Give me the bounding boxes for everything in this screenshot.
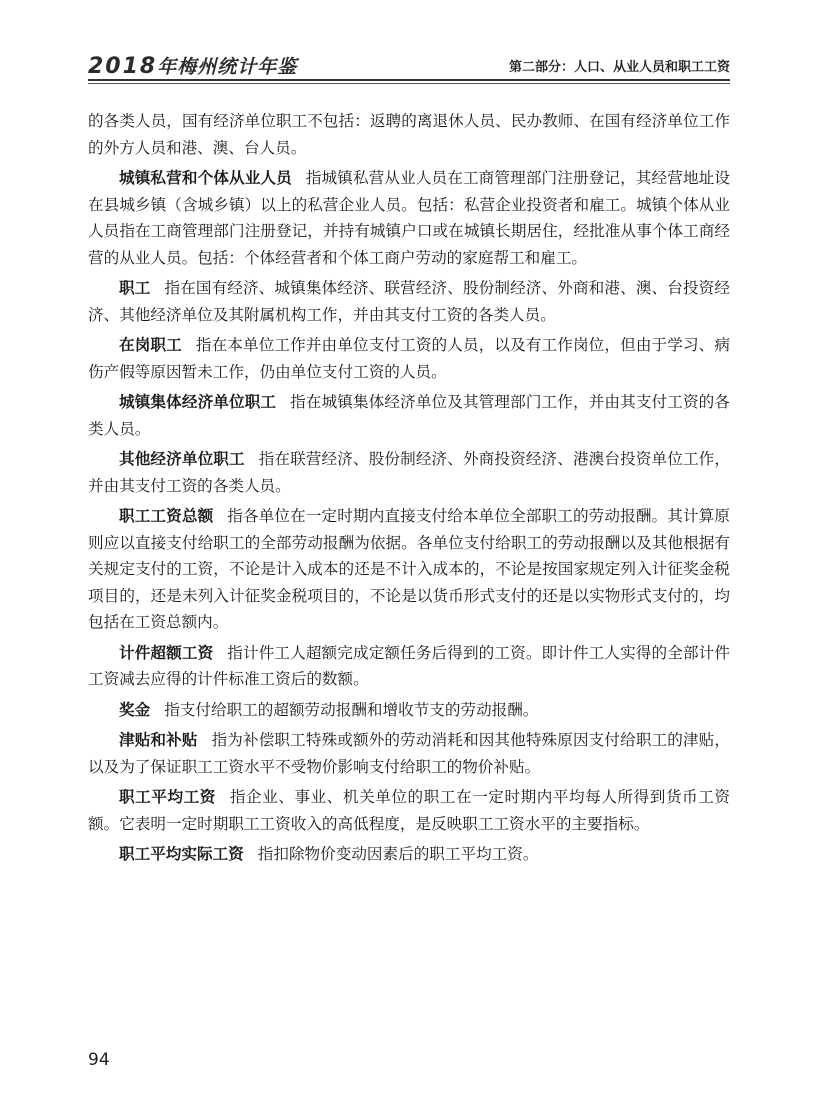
definition-paragraph	[88, 275, 730, 328]
definition-text: 指支付给职工的超额劳动报酬和增收节支的劳动报酬。	[164, 700, 539, 719]
definition-term: 其他经济单位职工	[119, 450, 245, 468]
definition-term: 奖金	[119, 700, 151, 719]
definition-paragraph	[88, 389, 730, 442]
yearbook-title	[88, 52, 297, 79]
yearbook-year: 2018	[88, 54, 158, 79]
header-rule-thin	[88, 83, 730, 84]
definition-paragraph	[88, 727, 730, 780]
yearbook-name: 年梅州统计年鉴	[157, 56, 298, 78]
definition-paragraph	[88, 165, 730, 271]
section-title: 第二部分：人口、从业人员和职工工资	[508, 60, 730, 75]
definition-paragraph	[88, 697, 730, 724]
definition-paragraph	[88, 784, 730, 837]
definition-term: 职工工资总额	[119, 507, 214, 525]
body-text	[88, 108, 730, 872]
continuation-paragraph: 的各类人员，国有经济单位职工不包括：返聘的离退休人员、民办教师、在国有经济单位工作的外方人员和港、澳、台人员。	[88, 112, 730, 157]
definition-text: 指企业、事业、机关单位的职工在一定时期内平均每人所得到货币工资额。它表明一定时期职工工资收入的高低程度，是反映职工工资水平的主要指标。	[88, 788, 730, 833]
definition-text: 指城镇私营从业人员在工商管理部门注册登记，其经营地址设在县城乡镇（含城乡镇）以上的私营企业人员。包括：私营企业投资者和雇工。城镇个体从业人员指在工商管理部门注册登记，并持有城镇户口或在城镇长期居住，经批准从事个体工商经营的从业人员。包括：个体经营者和个体工商户劳动的家庭帮工和雇工。	[88, 169, 730, 267]
definition-paragraph	[88, 503, 730, 636]
definition-term: 职工平均实际工资	[119, 845, 244, 863]
definition-paragraph	[88, 332, 730, 385]
definition-paragraph	[88, 640, 730, 693]
definition-paragraph	[88, 841, 730, 868]
definition-text: 指在联营经济、股份制经济、外商投资经济、港澳台投资单位工作，并由其支付工资的各类人员。	[88, 450, 730, 495]
definition-term: 计件超额工资	[119, 643, 214, 662]
definition-term: 职工	[119, 279, 151, 297]
definition-text: 指在城镇集体经济单位及其管理部门工作，并由其支付工资的各类人员。	[88, 393, 730, 438]
page-number: 94	[88, 1050, 110, 1070]
running-header	[88, 46, 730, 82]
definition-term: 城镇集体经济单位职工	[119, 393, 277, 411]
definition-text: 指在本单位工作并由单位支付工资的人员，以及有工作岗位，但由于学习、病伤产假等原因暂未工作，仍由单位支付工资的人员。	[88, 336, 730, 381]
definition-term: 在岗职工	[119, 336, 182, 354]
header-rule-thick	[88, 79, 730, 81]
definition-paragraph	[88, 446, 730, 499]
definition-text: 指在国有经济、城镇集体经济、联营经济、股份制经济、外商和港、澳、台投资经济、其他经济单位及其附属机构工作，并由其支付工资的各类人员。	[88, 279, 730, 324]
definition-text: 指为补偿职工特殊或额外的劳动消耗和因其他特殊原因支付给职工的津贴，以及为了保证职工工资水平不受物价影响支付给职工的物价补贴。	[88, 731, 730, 776]
definition-text: 指各单位在一定时期内直接支付给本单位全部职工的劳动报酬。其计算原则应以直接支付给职工的全部劳动报酬为依据。各单位支付给职工的劳动报酬以及其他根据有关规定支付的工资，不论是计入成本的还是不计入成本的，不论是按国家规定列入计征奖金税项目的，还是未列入计征奖金税项目的，不论是以货币形式支付的还是以实物形式支付的，均包括在工资总额内。	[88, 507, 730, 631]
definition-text: 指扣除物价变动因素后的职工平均工资。	[257, 845, 539, 863]
definition-term: 城镇私营和个体从业人员	[119, 169, 292, 187]
definition-term: 职工平均工资	[119, 788, 216, 806]
definition-text: 指计件工人超额完成定额任务后得到的工资。即计件工人实得的全部计件工资减去应得的计件标准工资后的数额。	[88, 643, 730, 688]
definition-term: 津贴和补贴	[119, 731, 198, 749]
